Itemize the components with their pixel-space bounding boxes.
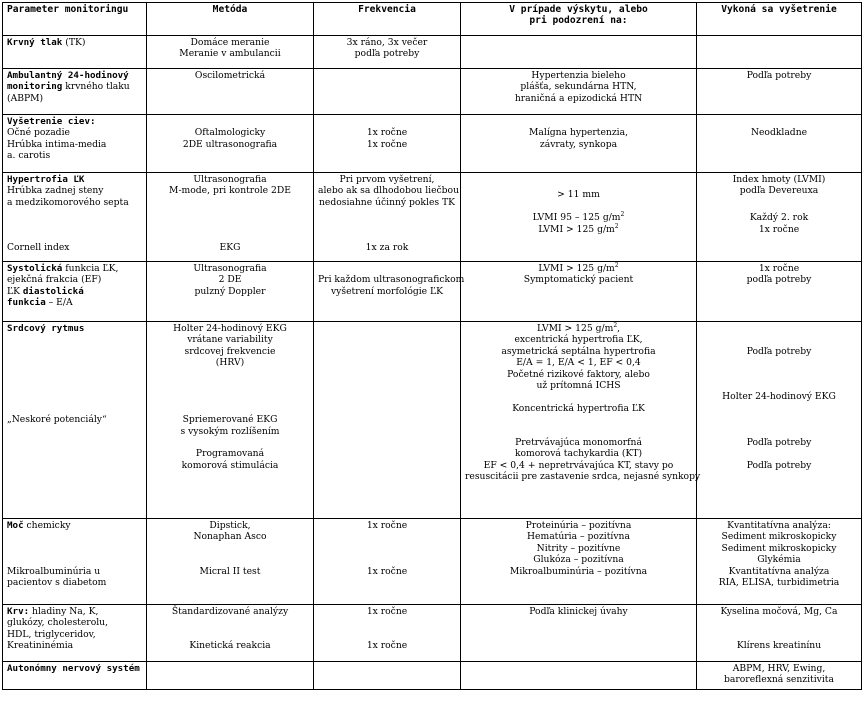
- cell-line: EKG: [219, 242, 241, 254]
- v-pripade-cell: [461, 605, 697, 662]
- param-text: ĽK: [7, 285, 23, 297]
- cell-line: M-mode, pri kontrole 2DE: [169, 185, 291, 197]
- param-bold: Krv:: [7, 606, 30, 617]
- param-text: (ABPM): [7, 92, 44, 104]
- vykona-cell: [697, 36, 862, 69]
- metoda-cell: [147, 605, 314, 662]
- metoda-cell: [147, 115, 314, 173]
- frekvencia-cell: [314, 173, 461, 262]
- frekvencia-cell: [314, 322, 461, 519]
- cell-line: resuscitácii pre zastavenie srdca, nejasné synkopy: [465, 471, 701, 483]
- param-text: krvného tlaku: [62, 81, 130, 93]
- cell-line: > 11 mm: [557, 189, 600, 201]
- header-v-pripade-line: pri podozrení na:: [529, 15, 628, 27]
- v-pripade-cell: [461, 173, 697, 262]
- param-text: hladiny Na, K,: [29, 606, 99, 617]
- param-text: chemicky: [23, 520, 71, 531]
- cell-line: plášťa, sekundárna HTN,: [520, 81, 637, 93]
- cell-line: Kyselina močová, Mg, Ca: [720, 606, 838, 617]
- cell-line: s vysokým rozlíšením: [180, 425, 280, 437]
- cell-line: Klírens kreatinínu: [736, 640, 822, 652]
- v-pripade-cell: [461, 262, 697, 322]
- cell-line: baroreflexná senzitivita: [724, 674, 834, 686]
- cell-line: 1x ročne: [758, 263, 800, 274]
- param-bold: Autonómny nervový systém: [7, 663, 140, 674]
- cell-line: Ultrasonografia: [193, 263, 267, 274]
- v-pripade-cell: [461, 321, 701, 519]
- v-pripade-cell: [461, 69, 697, 115]
- header-v-pripade: [461, 3, 697, 36]
- vykona-cell: [697, 519, 862, 605]
- param-cell: [3, 173, 147, 262]
- cell-line: (HRV): [215, 357, 245, 369]
- param-text: Kreatininémia: [7, 640, 74, 652]
- param-text: pacientov s diabetom: [7, 576, 107, 588]
- v-pripade-cell: [461, 115, 697, 173]
- cell-line: Spriemerované EKG: [182, 414, 278, 426]
- cell-line: Symptomatický pacient: [523, 274, 634, 286]
- header-parameter: Parameter monitoringu: [3, 3, 147, 36]
- frekvencia-cell: [314, 69, 461, 115]
- cell-line: 1x ročne: [366, 127, 408, 139]
- cell-line: Podľa potreby: [746, 345, 812, 357]
- cell-line: 1x ročne: [366, 138, 408, 150]
- table-row: [3, 173, 862, 262]
- cell-line: Holter 24-hodinový EKG: [722, 391, 836, 403]
- table-row: [3, 115, 862, 173]
- cell-line: nedosiahne účinný pokles TK: [318, 196, 456, 208]
- header-metoda: Metóda: [147, 3, 314, 36]
- frekvencia-cell: [314, 115, 461, 173]
- param-text: Očné pozadie: [7, 127, 70, 139]
- cell-line: RIA, ELISA, turbidimetria: [718, 577, 840, 589]
- cell-line: Štandardizované analýzy: [171, 606, 289, 617]
- cell-line: Nitrity – pozitívne: [536, 542, 621, 554]
- table-row: [3, 322, 862, 519]
- cell-line: podľa potreby: [746, 274, 812, 286]
- cell-line: Micral II test: [199, 565, 261, 577]
- header-frekvencia: Frekvencia: [314, 3, 461, 36]
- cell-line: vyšetrení morfológie ĽK: [330, 285, 443, 297]
- monitoring-table: [2, 2, 862, 690]
- cell-line: Kvantitatívna analýza: [728, 565, 830, 577]
- table-row: [3, 662, 862, 690]
- metoda-cell: [147, 322, 314, 519]
- param-text: glukózy, cholesterolu,: [7, 617, 108, 629]
- param-text: HDL, triglyceridov,: [7, 628, 96, 640]
- cell-line: vrátane variability: [187, 334, 273, 346]
- param-text: funkcia ĽK,: [62, 263, 119, 274]
- cell-line: 1x ročne: [366, 640, 408, 652]
- table-row: [3, 605, 862, 662]
- param-text: – E/A: [45, 297, 73, 309]
- cell-line: Podľa potreby: [746, 459, 812, 471]
- cell-line: 1x ročne: [758, 223, 800, 235]
- metoda-cell: [147, 662, 314, 690]
- metoda-cell: [147, 36, 314, 69]
- frekvencia-cell: [314, 605, 461, 662]
- param-bold: Moč: [7, 520, 24, 531]
- cell-line: pulzný Doppler: [194, 285, 266, 297]
- cell-line: hraničná a epizodická HTN: [514, 92, 643, 104]
- param-bold: Hypertrofia ĽK: [7, 174, 85, 185]
- cell-line: 1x ročne: [366, 606, 408, 617]
- cell-line: Podľa potreby: [746, 436, 812, 448]
- table-row: [3, 69, 862, 115]
- param-text: ejekčná frakcia (EF): [7, 274, 102, 286]
- cell-line: Mikroalbuminúria – pozitívna: [509, 565, 648, 577]
- cell-line: srdcovej frekvencie: [184, 345, 276, 357]
- param-cell: [3, 115, 147, 173]
- cell-line: podľa Devereuxa: [739, 185, 819, 197]
- cell-line: Holter 24-hodinový EKG: [173, 323, 287, 334]
- vykona-cell: [697, 605, 862, 662]
- cell-line: Početné rizikové faktory, alebo: [507, 368, 650, 380]
- cell-line: Podľa klinickej úvahy: [529, 606, 628, 617]
- cell-line: E/A = 1, E/A < 1, EF < 0,4: [516, 357, 641, 369]
- param-cell: [3, 262, 147, 322]
- cell-line: Sediment mikroskopicky: [721, 531, 837, 543]
- cell-line: komorová tachykardia (KT): [514, 448, 643, 460]
- v-pripade-cell: [461, 662, 697, 690]
- cell-line: komorová stimulácia: [181, 459, 279, 471]
- cell-line: 2 DE: [218, 274, 242, 286]
- cell-line: 3x ráno, 3x večer: [346, 37, 428, 48]
- cell-line: Kvantitatívna analýza:: [727, 520, 831, 531]
- param-cell: [3, 519, 147, 605]
- cell-line: Dipstick,: [209, 520, 251, 531]
- param-text: „Neskoré potenciály“: [7, 414, 107, 426]
- cell-line: Pri každom ultrasonografickom: [318, 274, 465, 286]
- cell-line: Koncentrická hypertrofia ĽK: [512, 402, 645, 414]
- table-row: [3, 519, 862, 605]
- param-cell: [3, 605, 147, 662]
- cell-line: Hematúria – pozitívna: [527, 531, 630, 543]
- param-text: a. carotis: [7, 150, 51, 162]
- cell-line: 1x ročne: [366, 565, 408, 577]
- cell-line: Glukóza – pozitívna: [533, 554, 624, 566]
- vykona-cell: [697, 662, 862, 690]
- cell-line: Pri prvom vyšetrení,: [339, 174, 435, 185]
- cell-line: alebo ak sa dlhodobou liečbou: [318, 185, 459, 197]
- param-bold: Ambulantný 24-hodinový: [7, 70, 129, 81]
- vykona-cell: [697, 69, 862, 115]
- param-bold: diastolická: [22, 285, 84, 297]
- metoda-cell: [147, 173, 314, 262]
- cell-line: LVMI 95 – 125 $g/m^2$: [532, 211, 625, 224]
- param-bold: funkcia: [7, 297, 46, 309]
- cell-line: LVMI > 125 $g/m^2$,: [536, 321, 621, 334]
- cell-line: 1x za rok: [365, 242, 409, 254]
- header-vykona: Vykoná sa vyšetrenie: [697, 3, 862, 36]
- metoda-cell: [147, 519, 314, 605]
- cell-line: 2DE ultrasonografia: [182, 138, 278, 150]
- cell-line: Sediment mikroskopicky: [721, 542, 837, 554]
- cell-line: Nonaphan Asco: [193, 531, 267, 543]
- param-text: Hrúbka intima-media: [7, 138, 107, 150]
- cell-line: 1x ročne: [366, 520, 408, 531]
- cell-line: EF < 0,4 + nepretrvávajúca KT, stavy po: [483, 459, 674, 471]
- param-bold: Srdcový rytmus: [7, 323, 85, 334]
- param-bold: monitoring: [7, 81, 63, 93]
- cell-line: Hypertenzia bieleho: [531, 70, 626, 81]
- cell-line: Oftalmologicky: [194, 127, 266, 139]
- param-cell: [3, 322, 147, 519]
- table-row: [3, 36, 862, 69]
- cell-line: LVMI > 125 $g/m^2$: [538, 261, 619, 274]
- param-text: Cornell index: [7, 242, 70, 254]
- cell-line: ABPM, HRV, Ewing,: [732, 663, 826, 674]
- frekvencia-cell: [314, 662, 461, 690]
- table-row: [3, 262, 862, 322]
- frekvencia-cell: [314, 262, 465, 322]
- cell-line: Pretrvávajúca monomorfná: [515, 437, 642, 449]
- param-text: (TK): [62, 37, 86, 48]
- cell-line: závraty, synkopa: [539, 138, 618, 150]
- cell-line: Meranie v ambulancii: [179, 48, 281, 60]
- cell-line: Glykémia: [757, 554, 801, 566]
- cell-line: Domáce meranie: [190, 37, 270, 48]
- cell-line: Programovaná: [195, 448, 265, 460]
- vykona-cell: [697, 115, 862, 173]
- vykona-cell: [697, 322, 862, 519]
- param-text: a medzikomorového septa: [7, 196, 129, 208]
- cell-line: Ultrasonografia: [193, 174, 267, 185]
- cell-line: Proteinúria – pozitívna: [525, 520, 632, 531]
- cell-line: už prítomná ICHS: [536, 380, 621, 392]
- v-pripade-cell: [461, 36, 697, 69]
- header-v-pripade-line: V prípade výskytu, alebo: [509, 4, 648, 15]
- param-bold: Vyšetrenie ciev:: [7, 116, 96, 127]
- frekvencia-cell: [314, 36, 461, 69]
- vykona-cell: [697, 173, 862, 262]
- cell-line: excentrická hypertrofia ĽK,: [514, 334, 643, 346]
- param-bold: Krvný tlak: [7, 37, 63, 48]
- param-text: Mikroalbuminúria u: [7, 565, 101, 577]
- cell-line: LVMI > 125 $g/m^2$: [538, 222, 619, 235]
- param-cell: [3, 662, 147, 690]
- cell-line: Malígna hypertenzia,: [529, 127, 628, 139]
- param-cell: [3, 36, 147, 69]
- vykona-cell: [697, 262, 862, 322]
- param-bold: Systolická: [7, 263, 63, 274]
- cell-line: Kinetická reakcia: [189, 640, 271, 652]
- param-cell: [3, 69, 147, 115]
- v-pripade-cell: [461, 519, 697, 605]
- cell-line: Každý 2. rok: [749, 212, 809, 224]
- cell-line: Index hmoty (LVMI): [732, 174, 826, 185]
- frekvencia-cell: [314, 519, 461, 605]
- metoda-cell: [147, 69, 314, 115]
- metoda-cell: [147, 262, 314, 322]
- cell-line: Podľa potreby: [746, 70, 812, 81]
- cell-line: Neodkladne: [750, 127, 808, 139]
- param-text: Hrúbka zadnej steny: [7, 185, 104, 197]
- header-row: [3, 3, 862, 36]
- cell-line: asymetrická septálna hypertrofia: [501, 345, 656, 357]
- cell-line: Oscilometrická: [194, 70, 266, 81]
- cell-line: podľa potreby: [354, 48, 420, 60]
